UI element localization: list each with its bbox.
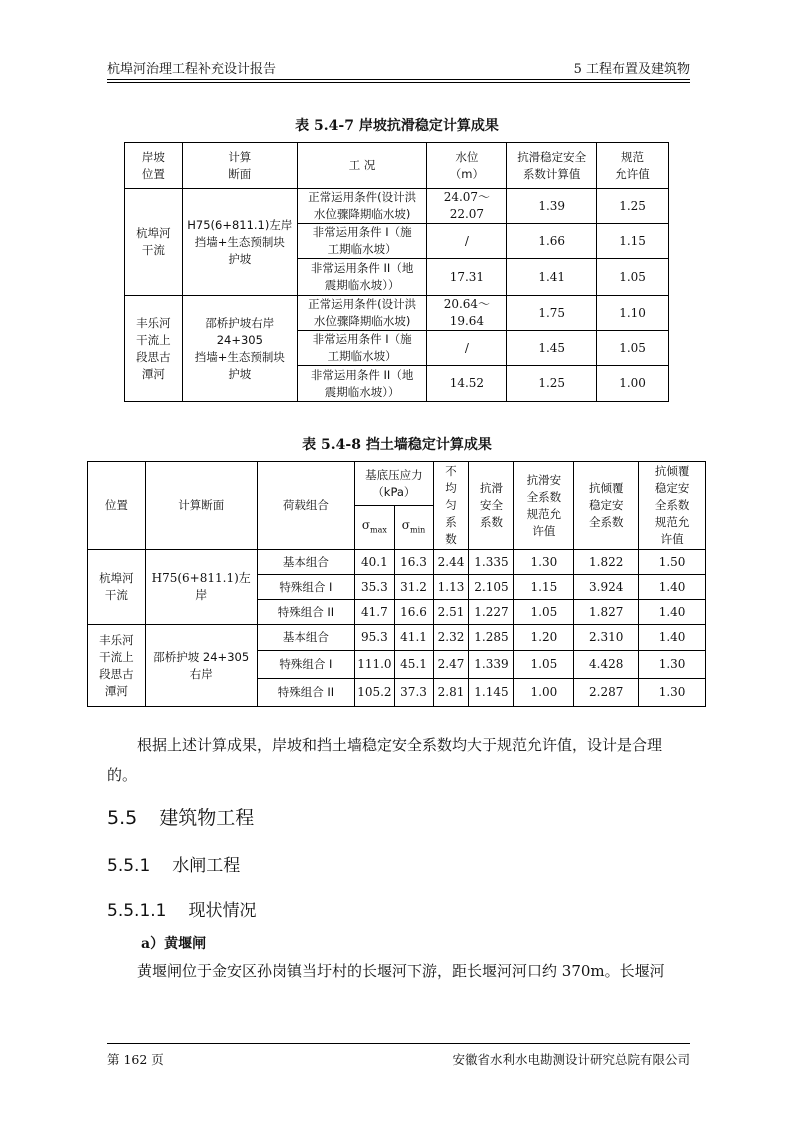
t2-slide: 1.145 — [469, 679, 514, 707]
t1-header-section: 计算 断面 — [182, 143, 297, 189]
t2-overturn-allow: 1.30 — [639, 679, 706, 707]
t2-load: 特殊组合 I — [257, 575, 355, 600]
t1-condition: 非常运用条件 I（施 工期临水坡） — [297, 224, 427, 259]
t1-computed: 1.75 — [507, 296, 597, 331]
t2-slide: 1.227 — [469, 600, 514, 625]
t1-water-level: / — [427, 224, 507, 259]
t2-header-section: 计算断面 — [145, 462, 257, 550]
t1-allowed: 1.05 — [597, 259, 669, 296]
section-heading-5-5-1-1 — [107, 896, 256, 921]
heading-text: 水闸工程 — [172, 856, 241, 876]
section-heading-5-5-1 — [107, 851, 240, 876]
t2-overturn: 2.287 — [574, 679, 639, 707]
t1-section: H75(6+811.1)左岸 挡墙+生态预制块 护坡 — [182, 189, 297, 296]
t2-overturn: 2.310 — [574, 625, 639, 651]
page-number: 第 162 页 — [107, 1052, 164, 1067]
t1-computed: 1.66 — [507, 224, 597, 259]
t2-uneven: 2.44 — [433, 550, 469, 575]
t1-condition: 非常运用条件 II（地 震期临水坡）） — [297, 366, 427, 402]
t2-overturn: 3.924 — [574, 575, 639, 600]
t2-header-slide: 抗滑 安全 系数 — [469, 462, 514, 550]
header-report-title: 杭埠河治理工程补充设计报告 — [107, 62, 277, 77]
heading-number: 5.5.1.1 — [107, 901, 167, 921]
t2-overturn-allow: 1.40 — [639, 625, 706, 651]
footer-rule — [107, 1043, 690, 1044]
t1-computed: 1.45 — [507, 331, 597, 366]
t1-location: 丰乐河 干流上 段思古 潭河 — [125, 296, 183, 402]
t1-allowed: 1.25 — [597, 189, 669, 224]
t2-sigma-min: 16.6 — [394, 600, 433, 625]
subheading-huangyan-sluice: a）黄堰闸 — [141, 936, 207, 952]
t2-header-overturn: 抗倾覆 稳定安 全系数 — [574, 462, 639, 550]
heading-text: 现状情况 — [188, 901, 257, 921]
t2-overturn-allow: 1.40 — [639, 575, 706, 600]
t2-overturn: 4.428 — [574, 651, 639, 679]
t2-slide-allow: 1.20 — [514, 625, 574, 651]
t2-uneven: 2.47 — [433, 651, 469, 679]
t1-water-level: 14.52 — [427, 366, 507, 402]
t2-uneven: 2.51 — [433, 600, 469, 625]
t2-overturn: 1.822 — [574, 550, 639, 575]
t2-load: 特殊组合 II — [257, 679, 355, 707]
t1-water-level: 20.64～19.64 — [427, 296, 507, 331]
header-rule — [107, 79, 690, 80]
conclusion-paragraph: 根据上述计算成果，岸坡和挡土墙稳定安全系数均大于规范允许值，设计是合理的。 — [107, 736, 663, 784]
t2-overturn-allow: 1.30 — [639, 651, 706, 679]
t2-load: 基本组合 — [257, 550, 355, 575]
t1-allowed: 1.15 — [597, 224, 669, 259]
t2-header-load: 荷载组合 — [257, 462, 355, 550]
t1-allowed: 1.05 — [597, 331, 669, 366]
t2-slide: 1.285 — [469, 625, 514, 651]
t2-header-slide-allow: 抗滑安 全系数 规范允 许值 — [514, 462, 574, 550]
header-rule-thin — [107, 82, 690, 83]
t1-header-condition: 工 况 — [297, 143, 427, 189]
section-heading-5-5 — [107, 803, 254, 830]
t1-location: 杭埠河 干流 — [125, 189, 183, 296]
t2-uneven: 2.32 — [433, 625, 469, 651]
t2-sigma-max: 95.3 — [355, 625, 394, 651]
t1-allowed: 1.00 — [597, 366, 669, 402]
slope-stability-table — [124, 142, 669, 402]
t1-header-location: 岸坡 位置 — [125, 143, 183, 189]
description-paragraph: 黄堰闸位于金安区孙岗镇当圩村的长堰河下游，距长堰河河口约 370m。长堰河 — [137, 962, 665, 980]
table-row — [125, 296, 669, 331]
t2-sigma-max: 111.0 — [355, 651, 394, 679]
t2-sigma-max: 35.3 — [355, 575, 394, 600]
table2-header-row — [88, 462, 706, 506]
t2-sigma-max: 105.2 — [355, 679, 394, 707]
t2-header-uneven: 不 均 匀 系 数 — [433, 462, 469, 550]
t1-computed: 1.25 — [507, 366, 597, 402]
table2-caption: 表 5.4-8 挡土墙稳定计算成果 — [302, 437, 492, 453]
table1-header-row — [125, 143, 669, 189]
t2-sigma-min: 41.1 — [394, 625, 433, 651]
t2-uneven: 1.13 — [433, 575, 469, 600]
t1-condition: 非常运用条件 I（施 工期临水坡） — [297, 331, 427, 366]
t2-sigma-max: 41.7 — [355, 600, 394, 625]
t1-computed: 1.41 — [507, 259, 597, 296]
t2-section: 邵桥护坡 24+305 右岸 — [145, 625, 257, 707]
t2-header-location: 位置 — [88, 462, 146, 550]
t1-header-allowed: 规范 允许值 — [597, 143, 669, 189]
t2-load: 特殊组合 II — [257, 600, 355, 625]
t2-slide: 1.335 — [469, 550, 514, 575]
heading-number: 5.5.1 — [107, 856, 151, 876]
table1-caption: 表 5.4-7 岸坡抗滑稳定计算成果 — [295, 118, 499, 134]
t1-allowed: 1.10 — [597, 296, 669, 331]
t2-slide-allow: 1.00 — [514, 679, 574, 707]
t1-header-computed: 抗滑稳定安全 系数计算值 — [507, 143, 597, 189]
table-row — [88, 550, 706, 575]
heading-number: 5.5 — [107, 807, 138, 829]
t2-location: 杭埠河 干流 — [88, 550, 146, 625]
t1-computed: 1.39 — [507, 189, 597, 224]
t1-condition: 正常运用条件(设计洪 水位骤降期临水坡) — [297, 189, 427, 224]
t2-slide: 2.105 — [469, 575, 514, 600]
t1-water-level: 24.07～22.07 — [427, 189, 507, 224]
t2-header-overturn-allow: 抗倾覆 稳定安 全系数 规范允 许值 — [639, 462, 706, 550]
t2-load: 特殊组合 I — [257, 651, 355, 679]
t2-overturn-allow: 1.40 — [639, 600, 706, 625]
heading-text: 建筑物工程 — [159, 807, 255, 829]
table-row — [125, 189, 669, 224]
t2-uneven: 2.81 — [433, 679, 469, 707]
t2-sigma-min: 37.3 — [394, 679, 433, 707]
t1-header-water-level: 水位 （m） — [427, 143, 507, 189]
t2-slide-allow: 1.05 — [514, 600, 574, 625]
t2-sigma-max: 40.1 — [355, 550, 394, 575]
t1-water-level: 17.31 — [427, 259, 507, 296]
t2-sigma-min: 31.2 — [394, 575, 433, 600]
t2-load: 基本组合 — [257, 625, 355, 651]
t2-slide: 1.339 — [469, 651, 514, 679]
t2-sigma-min: 16.3 — [394, 550, 433, 575]
t2-header-sigma-max: $\sigma_{max}$ — [355, 506, 394, 550]
t2-slide-allow: 1.30 — [514, 550, 574, 575]
t2-overturn-allow: 1.50 — [639, 550, 706, 575]
t2-overturn: 1.827 — [574, 600, 639, 625]
retaining-wall-table — [87, 461, 706, 707]
t1-condition: 正常运用条件(设计洪 水位骤降期临水坡) — [297, 296, 427, 331]
t2-slide-allow: 1.15 — [514, 575, 574, 600]
footer-institute: 安徽省水利水电勘测设计研究总院有限公司 — [452, 1052, 690, 1067]
t2-slide-allow: 1.05 — [514, 651, 574, 679]
t2-location: 丰乐河 干流上 段思古 潭河 — [88, 625, 146, 707]
t2-sigma-min: 45.1 — [394, 651, 433, 679]
table-row — [88, 625, 706, 651]
t2-section: H75(6+811.1)左 岸 — [145, 550, 257, 625]
t1-section: 邵桥护坡右岸 24+305 挡墙+生态预制块 护坡 — [182, 296, 297, 402]
t2-header-pressure: 基底压应力 （kPa） — [355, 462, 433, 506]
t2-header-sigma-min: $\sigma_{min}$ — [394, 506, 433, 550]
header-chapter-title: 5 工程布置及建筑物 — [573, 62, 690, 77]
t1-condition: 非常运用条件 II（地 震期临水坡）） — [297, 259, 427, 296]
t1-water-level: / — [427, 331, 507, 366]
